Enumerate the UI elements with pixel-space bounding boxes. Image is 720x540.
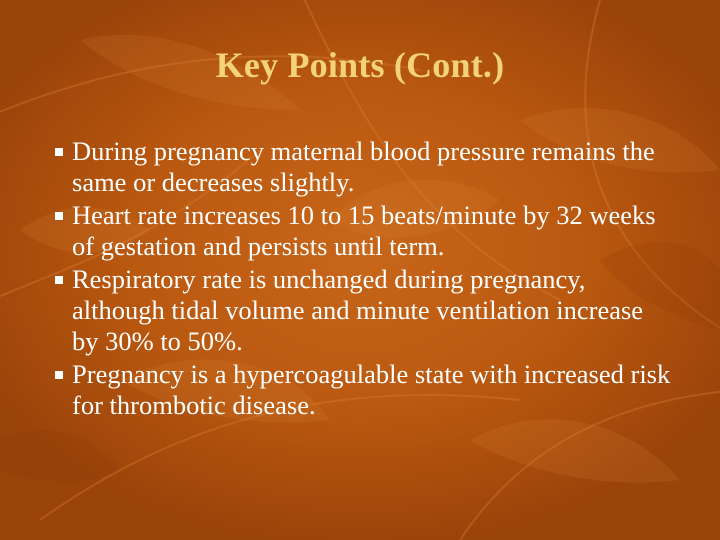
square-bullet-icon [55,371,63,379]
slide-title: Key Points (Cont.) [215,45,505,85]
bullet-text: Respiratory rate is unchanged during pregnancy, although tidal volume and minute ventilation increase by 30% to 50%. [72,264,644,356]
bullet-text: During pregnancy maternal blood pressure remains the same or decreases slightly. [72,136,655,197]
bullet-list [52,136,672,423]
square-bullet-icon [55,276,63,284]
bullet-item [52,136,672,198]
bullet-item [52,200,672,262]
bullet-item [52,264,672,357]
bullet-text: Heart rate increases 10 to 15 beats/minute by 32 weeks of gestation and persists until term. [72,200,656,261]
square-bullet-icon [55,148,63,156]
square-bullet-icon [55,212,63,220]
bullet-text: Pregnancy is a hypercoagulable state with increased risk for thrombotic disease. [72,359,671,420]
bullet-item [52,359,672,421]
